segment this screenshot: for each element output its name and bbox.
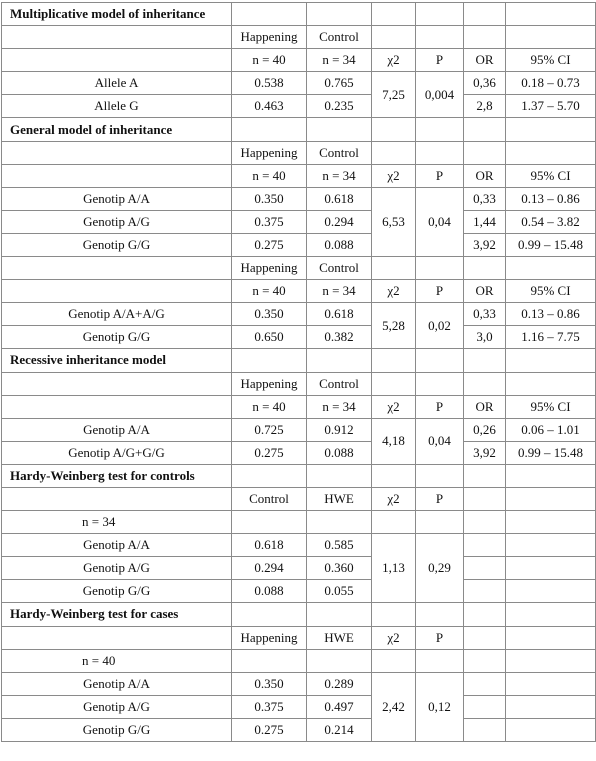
cell	[506, 487, 596, 510]
value-chi2: 1,13	[372, 534, 416, 603]
cell	[464, 695, 506, 718]
value-observed: 0.350	[232, 672, 307, 695]
row-label: Genotip A/G+G/G	[2, 441, 232, 464]
cell	[232, 511, 307, 534]
cell	[464, 257, 506, 280]
n-happening: n = 40	[232, 395, 307, 418]
cell	[464, 141, 506, 164]
value-hwe: 0.497	[307, 695, 372, 718]
cell	[307, 649, 372, 672]
cell	[506, 26, 596, 49]
cell	[506, 603, 596, 626]
value-happening: 0.725	[232, 418, 307, 441]
column-header-row	[2, 487, 596, 510]
value-ci: 0.13 – 0.86	[506, 187, 596, 210]
value-control: 0.294	[307, 210, 372, 233]
header-or: OR	[464, 280, 506, 303]
section-title: General model of inheritance	[2, 118, 232, 141]
cell	[2, 49, 232, 72]
section-title: Hardy-Weinberg test for controls	[2, 464, 232, 487]
value-happening: 0.350	[232, 187, 307, 210]
row-label: Genotip A/A	[2, 672, 232, 695]
cell	[307, 464, 372, 487]
header-happening: Happening	[232, 626, 307, 649]
header-chi2: χ2	[372, 49, 416, 72]
header-chi2: χ2	[372, 164, 416, 187]
value-observed: 0.618	[232, 534, 307, 557]
cell	[416, 511, 464, 534]
n-control: n = 34	[307, 395, 372, 418]
header-p: P	[416, 280, 464, 303]
value-p: 0,29	[416, 534, 464, 603]
table-row	[2, 695, 596, 718]
cell	[506, 257, 596, 280]
header-chi2: χ2	[372, 487, 416, 510]
table-row	[2, 534, 596, 557]
header-chi2: χ2	[372, 395, 416, 418]
value-hwe: 0.214	[307, 718, 372, 741]
header-or: OR	[464, 395, 506, 418]
cell	[464, 511, 506, 534]
cell	[506, 118, 596, 141]
header-p: P	[416, 626, 464, 649]
value-chi2: 5,28	[372, 303, 416, 349]
header-p: P	[416, 395, 464, 418]
cell	[464, 557, 506, 580]
section-header-row	[2, 464, 596, 487]
header-ci: 95% CI	[506, 164, 596, 187]
cell	[232, 649, 307, 672]
cell	[307, 511, 372, 534]
cell	[464, 464, 506, 487]
n-control: n = 34	[307, 280, 372, 303]
cell	[416, 141, 464, 164]
value-chi2: 7,25	[372, 72, 416, 118]
header-chi2: χ2	[372, 280, 416, 303]
header-chi2: χ2	[372, 626, 416, 649]
row-label: Allele G	[2, 95, 232, 118]
cell	[416, 257, 464, 280]
value-or: 3,92	[464, 233, 506, 256]
value-or: 3,92	[464, 441, 506, 464]
table-row	[2, 303, 596, 326]
table-row	[2, 557, 596, 580]
cell	[464, 603, 506, 626]
cell	[372, 26, 416, 49]
n-row	[2, 511, 596, 534]
section-title: Multiplicative model of inheritance	[2, 3, 232, 26]
section-header-row	[2, 349, 596, 372]
value-ci: 1.16 – 7.75	[506, 326, 596, 349]
cell	[506, 580, 596, 603]
header-or: OR	[464, 164, 506, 187]
value-or: 2,8	[464, 95, 506, 118]
cell	[464, 26, 506, 49]
row-label: Genotip A/G	[2, 210, 232, 233]
n-row	[2, 49, 596, 72]
header-control: Control	[307, 26, 372, 49]
header-or: OR	[464, 49, 506, 72]
value-p: 0,004	[416, 72, 464, 118]
header-ci: 95% CI	[506, 280, 596, 303]
cell	[464, 118, 506, 141]
value-happening: 0.538	[232, 72, 307, 95]
cell	[372, 372, 416, 395]
cell	[506, 3, 596, 26]
value-or: 0,26	[464, 418, 506, 441]
cell	[506, 695, 596, 718]
cell	[464, 718, 506, 741]
value-hwe: 0.289	[307, 672, 372, 695]
cell	[372, 349, 416, 372]
cell	[506, 511, 596, 534]
table-row	[2, 233, 596, 256]
cell	[307, 3, 372, 26]
header-hwe: HWE	[307, 626, 372, 649]
row-label: Allele A	[2, 72, 232, 95]
column-header-row	[2, 141, 596, 164]
value-control: 0.235	[307, 95, 372, 118]
table-row	[2, 326, 596, 349]
value-control: 0.382	[307, 326, 372, 349]
header-control: Control	[232, 487, 307, 510]
cell	[506, 141, 596, 164]
cell	[416, 649, 464, 672]
cell	[416, 118, 464, 141]
cell	[372, 603, 416, 626]
n-control: n = 34	[307, 49, 372, 72]
value-or: 0,33	[464, 187, 506, 210]
table-row	[2, 418, 596, 441]
value-happening: 0.350	[232, 303, 307, 326]
value-p: 0,12	[416, 672, 464, 741]
cell	[416, 603, 464, 626]
section-header-row	[2, 118, 596, 141]
cell	[464, 3, 506, 26]
row-label: Genotip G/G	[2, 580, 232, 603]
cell	[2, 372, 232, 395]
cell	[372, 3, 416, 26]
header-p: P	[416, 164, 464, 187]
value-hwe: 0.360	[307, 557, 372, 580]
cell	[464, 534, 506, 557]
value-happening: 0.650	[232, 326, 307, 349]
table-row	[2, 72, 596, 95]
column-header-row	[2, 626, 596, 649]
cell	[2, 257, 232, 280]
cell	[232, 118, 307, 141]
cell	[464, 672, 506, 695]
n-happening: n = 40	[232, 164, 307, 187]
cell	[232, 3, 307, 26]
cell	[372, 141, 416, 164]
cell	[372, 511, 416, 534]
value-p: 0,02	[416, 303, 464, 349]
cell	[416, 349, 464, 372]
cell	[372, 118, 416, 141]
value-or: 0,33	[464, 303, 506, 326]
value-ci: 1.37 – 5.70	[506, 95, 596, 118]
value-observed: 0.375	[232, 695, 307, 718]
value-control: 0.618	[307, 187, 372, 210]
cell	[416, 26, 464, 49]
row-label: Genotip A/G	[2, 557, 232, 580]
row-label: Genotip A/A	[2, 418, 232, 441]
cell	[506, 349, 596, 372]
header-p: P	[416, 49, 464, 72]
header-ci: 95% CI	[506, 395, 596, 418]
cell	[232, 603, 307, 626]
section-header-row	[2, 603, 596, 626]
column-header-row	[2, 26, 596, 49]
cell	[307, 603, 372, 626]
cell	[506, 557, 596, 580]
cell	[506, 672, 596, 695]
cell	[2, 395, 232, 418]
cell	[307, 118, 372, 141]
cell	[416, 464, 464, 487]
cell	[464, 372, 506, 395]
value-or: 1,44	[464, 210, 506, 233]
header-hwe: HWE	[307, 487, 372, 510]
value-chi2: 6,53	[372, 187, 416, 256]
value-control: 0.618	[307, 303, 372, 326]
cell	[464, 626, 506, 649]
value-control: 0.088	[307, 441, 372, 464]
cell	[372, 257, 416, 280]
n-label: n = 40	[2, 649, 232, 672]
table-row	[2, 210, 596, 233]
cell	[2, 141, 232, 164]
cell	[307, 349, 372, 372]
cell	[506, 534, 596, 557]
cell	[232, 464, 307, 487]
row-label: Genotip A/A+A/G	[2, 303, 232, 326]
table-row	[2, 718, 596, 741]
n-label: n = 34	[2, 511, 232, 534]
cell	[416, 372, 464, 395]
value-ci: 0.18 – 0.73	[506, 72, 596, 95]
n-control: n = 34	[307, 164, 372, 187]
value-hwe: 0.055	[307, 580, 372, 603]
row-label: Genotip G/G	[2, 326, 232, 349]
header-happening: Happening	[232, 257, 307, 280]
table-row	[2, 441, 596, 464]
table-row	[2, 580, 596, 603]
cell	[506, 464, 596, 487]
cell	[372, 649, 416, 672]
value-p: 0,04	[416, 418, 464, 464]
header-happening: Happening	[232, 141, 307, 164]
value-happening: 0.463	[232, 95, 307, 118]
table-row	[2, 187, 596, 210]
header-control: Control	[307, 257, 372, 280]
value-p: 0,04	[416, 187, 464, 256]
row-label: Genotip A/A	[2, 534, 232, 557]
row-label: Genotip A/G	[2, 695, 232, 718]
column-header-row	[2, 257, 596, 280]
value-observed: 0.294	[232, 557, 307, 580]
value-control: 0.088	[307, 233, 372, 256]
n-happening: n = 40	[232, 280, 307, 303]
value-ci: 0.54 – 3.82	[506, 210, 596, 233]
table-row	[2, 672, 596, 695]
value-chi2: 4,18	[372, 418, 416, 464]
value-or: 0,36	[464, 72, 506, 95]
cell	[464, 580, 506, 603]
value-ci: 0.99 – 15.48	[506, 441, 596, 464]
cell	[2, 164, 232, 187]
header-ci: 95% CI	[506, 49, 596, 72]
cell	[2, 26, 232, 49]
header-control: Control	[307, 372, 372, 395]
genetic-association-table	[1, 2, 596, 742]
cell	[2, 280, 232, 303]
value-control: 0.912	[307, 418, 372, 441]
section-header-row	[2, 3, 596, 26]
header-happening: Happening	[232, 26, 307, 49]
cell	[416, 3, 464, 26]
row-label: Genotip G/G	[2, 233, 232, 256]
cell	[506, 718, 596, 741]
value-observed: 0.275	[232, 718, 307, 741]
value-happening: 0.275	[232, 233, 307, 256]
cell	[2, 487, 232, 510]
header-control: Control	[307, 141, 372, 164]
table-row	[2, 95, 596, 118]
cell	[2, 626, 232, 649]
n-row	[2, 164, 596, 187]
n-row	[2, 649, 596, 672]
cell	[506, 626, 596, 649]
n-row	[2, 280, 596, 303]
value-ci: 0.99 – 15.48	[506, 233, 596, 256]
n-happening: n = 40	[232, 49, 307, 72]
value-happening: 0.275	[232, 441, 307, 464]
cell	[464, 487, 506, 510]
header-happening: Happening	[232, 372, 307, 395]
header-p: P	[416, 487, 464, 510]
cell	[464, 649, 506, 672]
value-control: 0.765	[307, 72, 372, 95]
cell	[506, 649, 596, 672]
cell	[372, 464, 416, 487]
value-happening: 0.375	[232, 210, 307, 233]
value-hwe: 0.585	[307, 534, 372, 557]
value-observed: 0.088	[232, 580, 307, 603]
cell	[464, 349, 506, 372]
cell	[232, 349, 307, 372]
section-title: Hardy-Weinberg test for cases	[2, 603, 232, 626]
value-ci: 0.13 – 0.86	[506, 303, 596, 326]
cell	[506, 372, 596, 395]
row-label: Genotip G/G	[2, 718, 232, 741]
value-chi2: 2,42	[372, 672, 416, 741]
section-title: Recessive inheritance model	[2, 349, 232, 372]
column-header-row	[2, 372, 596, 395]
n-row	[2, 395, 596, 418]
value-or: 3,0	[464, 326, 506, 349]
value-ci: 0.06 – 1.01	[506, 418, 596, 441]
row-label: Genotip A/A	[2, 187, 232, 210]
